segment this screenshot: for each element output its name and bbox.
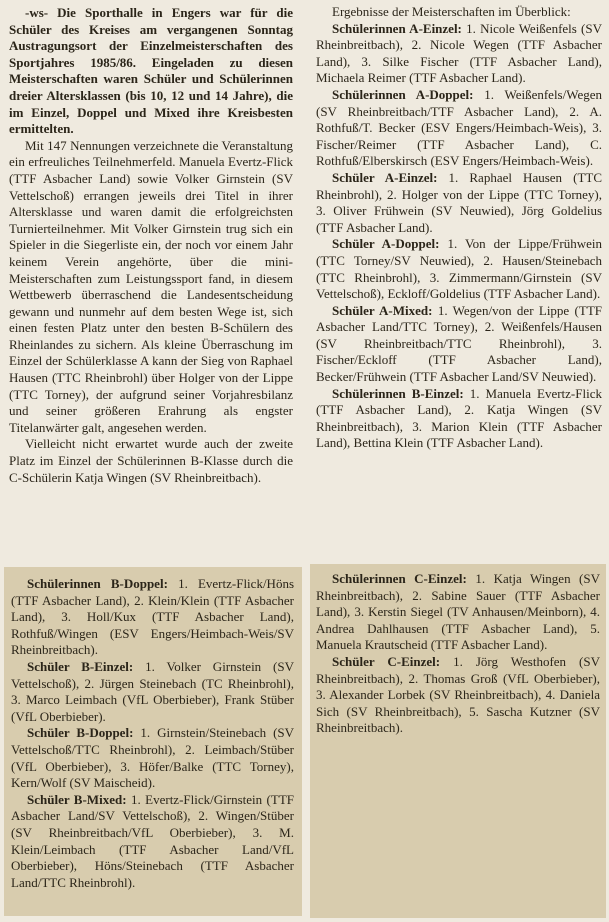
result-entry-label: Schüler B-Mixed: [27,791,127,807]
result-entry-label: Schüler C-Einzel: [332,653,441,669]
result-entry-text: 1. Wegen/von der Lippe (TTF Asbacher Land/TTC Torney), 2. Weißenfels/Hausen (SV Rheinbreitbach/TTC Rheinbrohl), 3. Fischer/Eckloff (TTF Asbacher Land), Becker/Frühwein (TTF Asbacher Land/SV Neuwied). [316,302,602,385]
result-entry-label: Schüler B-Doppel: [27,725,134,741]
result-entry-label: Schülerinnen A-Doppel: [332,86,474,102]
results-column-bottom-right [316,571,600,737]
result-entry-label: Schülerinnen B-Einzel: [332,385,464,401]
article-paragraph: Vielleicht nicht erwartet wurde auch der zweite Platz im Einzel der Schülerinnen B-Klasse durch die C-Schülerin Katja Wingen (SV Rheinbreitbach). [9,436,293,485]
article-lead-paragraph: -ws- Die Sporthalle in Engers war für die Schüler des Kreises am vergangenen Sonntag Austragungsort der Einzelmeisterschaften des Sportjahres 1985/86. Eingeladen zu diesen Meisterschaften waren Schüler und Schülerinnen dreier Altersklassen (bis 10, 12 und 14 Jahre), die im Einzel, Doppel und Mixed ihre Kreisbesten ermittelten. [9,5,293,137]
result-entry-label: Schülerinnen A-Einzel: [332,20,462,36]
result-entry [316,21,602,87]
result-entry-text: 1. Manuela Evertz-Flick (TTF Asbacher Land), 2. Katja Wingen (SV Rheinbreitbach), 3. Marion Klein (TTF Asbacher Land), Bettina Klein (TTF Asbacher Land). [316,385,602,451]
result-entry [316,170,602,236]
result-entry-text: 1. Evertz-Flick/Höns (TTF Asbacher Land), 2. Klein/Klein (TTF Asbacher Land), 3. Holl/Kux (TTF Asbacher Land), Rothfuß/Wingen (ESV Engers/Heimbach-Weis/SV Rheinbreitbach). [11,576,294,658]
result-entry [11,725,294,791]
result-entry [11,659,294,725]
result-entry-text: 1. Raphael Hausen (TTC Rheinbrohl), 2. Holger von der Lippe (TTC Torney), 3. Oliver Frühwein (SV Neuwied), Jörg Goldelius (TTF Asbacher Land). [316,169,603,235]
results-intro: Ergebnisse der Meisterschaften im Überblick: [332,4,571,19]
result-entry [316,87,602,170]
result-entry [316,303,602,386]
result-entry-label: Schülerinnen C-Einzel: [332,571,467,586]
result-entry-text: 1. Von der Lippe/Frühwein (TTC Torney/SV Neuwied), 2. Hausen/Steinebach (TTC Rheinbrohl), 3. Zimmermann/Girnstein (SV Vettelschoß), Eckloff/Goldelius (TTF Asbacher Land). [316,236,603,302]
result-entry-text: 1. Katja Wingen (SV Rheinbreitbach), 2. Sabine Sauer (TTF Asbacher Land), 3. Kerstin Siegel (TV Anhausen/Meinborn), 4. Andrea Dahlhausen (TTF Asbacher Land), 5. Manuela Krautscheid (TTF Asbacher Land). [316,571,600,653]
result-entry [316,386,602,452]
results-block-left [4,567,302,916]
result-entry [316,236,602,302]
result-entry-label: Schülerinnen B-Doppel: [27,576,168,591]
result-entry-label: Schüler A-Einzel: [332,169,438,185]
result-entry [11,576,294,659]
result-entry-label: Schüler A-Mixed: [332,302,433,318]
results-block-right [310,564,606,918]
result-entry-text: 1. Volker Girnstein (SV Vettelschoß), 2. Jürgen Steinebach (TC Rheinbrohl), 3. Marco Leimbach (VfL Oberbieber), Frank Stüber (VfL Oberbieber). [11,658,294,724]
result-entry-label: Schüler B-Einzel: [27,658,134,674]
result-entry-text: 1. Evertz-Flick/Girnstein (TTF Asbacher Land/SV Vettelschoß), 2. Wingen/Stüber (SV Rheinbreitbach/VfL Oberbieber), 3. M. Klein/Leimbach (TTF Asbacher Land/VfL Oberbieber), Höns/Steinebach (TTF Asbacher Land/TTC Rheinbrohl). [11,791,294,890]
article-column [9,5,293,486]
result-entry-text: 1. Weißenfels/Wegen (SV Rheinbreitbach/TTF Asbacher Land), 2. A. Rothfuß/T. Becker (ESV Engers/Heimbach-Weis), 3. Fischer/Reimer (TTF Asbacher Land), C. Rothfuß/Elberskirsch (ESV Engers/Heimbach-Weis). [316,86,602,169]
results-column-bottom-left [11,576,294,891]
result-entry-text: 1. Jörg Westhofen (SV Rheinbreitbach), 2. Thomas Groß (VfL Oberbieber), 3. Alexander Lorbek (SV Rheinbreitbach), 4. Daniela Sich (SV Rheinbreitbach), 5. Sascha Kutzner (SV Rheinbreitbach). [316,653,601,736]
results-column-top [316,4,602,452]
result-entry-label: Schüler A-Doppel: [332,236,440,252]
result-entry-text: 1. Girnstein/Steinebach (SV Vettelschoß/TTC Rheinbrohl), 2. Leimbach/Stüber (VfL Oberbieber), 3. Höfer/Balke (TTC Torney), Kern/Wolf (SV Maischeid). [11,725,295,791]
article-paragraph: Mit 147 Nennungen verzeichnete die Veranstaltung ein erfreuliches Teilnehmerfeld. Manuela Evertz-Flick (TTF Asbacher Land) sowie Volker Girnstein (SV Vettelschoß) errangen jeweils drei Titel in ihrer Altersklasse und waren damit die erfolgreichsten Turnierteilnehmer. Mit Volker Girnstein trug sich ein Spieler in die Siegerliste ein, der noch vor einem Jahr keinem Verein angehörte, über die mini-Meisterschaften zum Leistungssport fand, in diesem Wettbewerb überraschend die Landesentscheidung gewann und nunmehr auf dem besten Wege ist, sich einen festen Platz unter den besten B-Schülern des Rheinlandes zu sichern. Als kleine Überraschung im Einzel der Schülerklasse A kann der Sieg von Raphael Hausen (TTC Rheinbrohl) über Holger von der Lippe (TTC Torney), der aufgrund seiner Vorjahresbilanz und seiner größeren Erahrung als engster Titelanwärter galt, angesehen werden. [9,137,293,435]
result-entry [316,571,600,654]
result-entry [316,654,600,737]
result-entry [11,792,294,892]
result-entry-text: 1. Nicole Weißenfels (SV Rheinbreitbach), 2. Nicole Wegen (TTF Asbacher Land), 3. Silke Fischer (TTF Asbacher Land), Michaela Reimer (TTF Asbacher Land). [316,20,603,86]
